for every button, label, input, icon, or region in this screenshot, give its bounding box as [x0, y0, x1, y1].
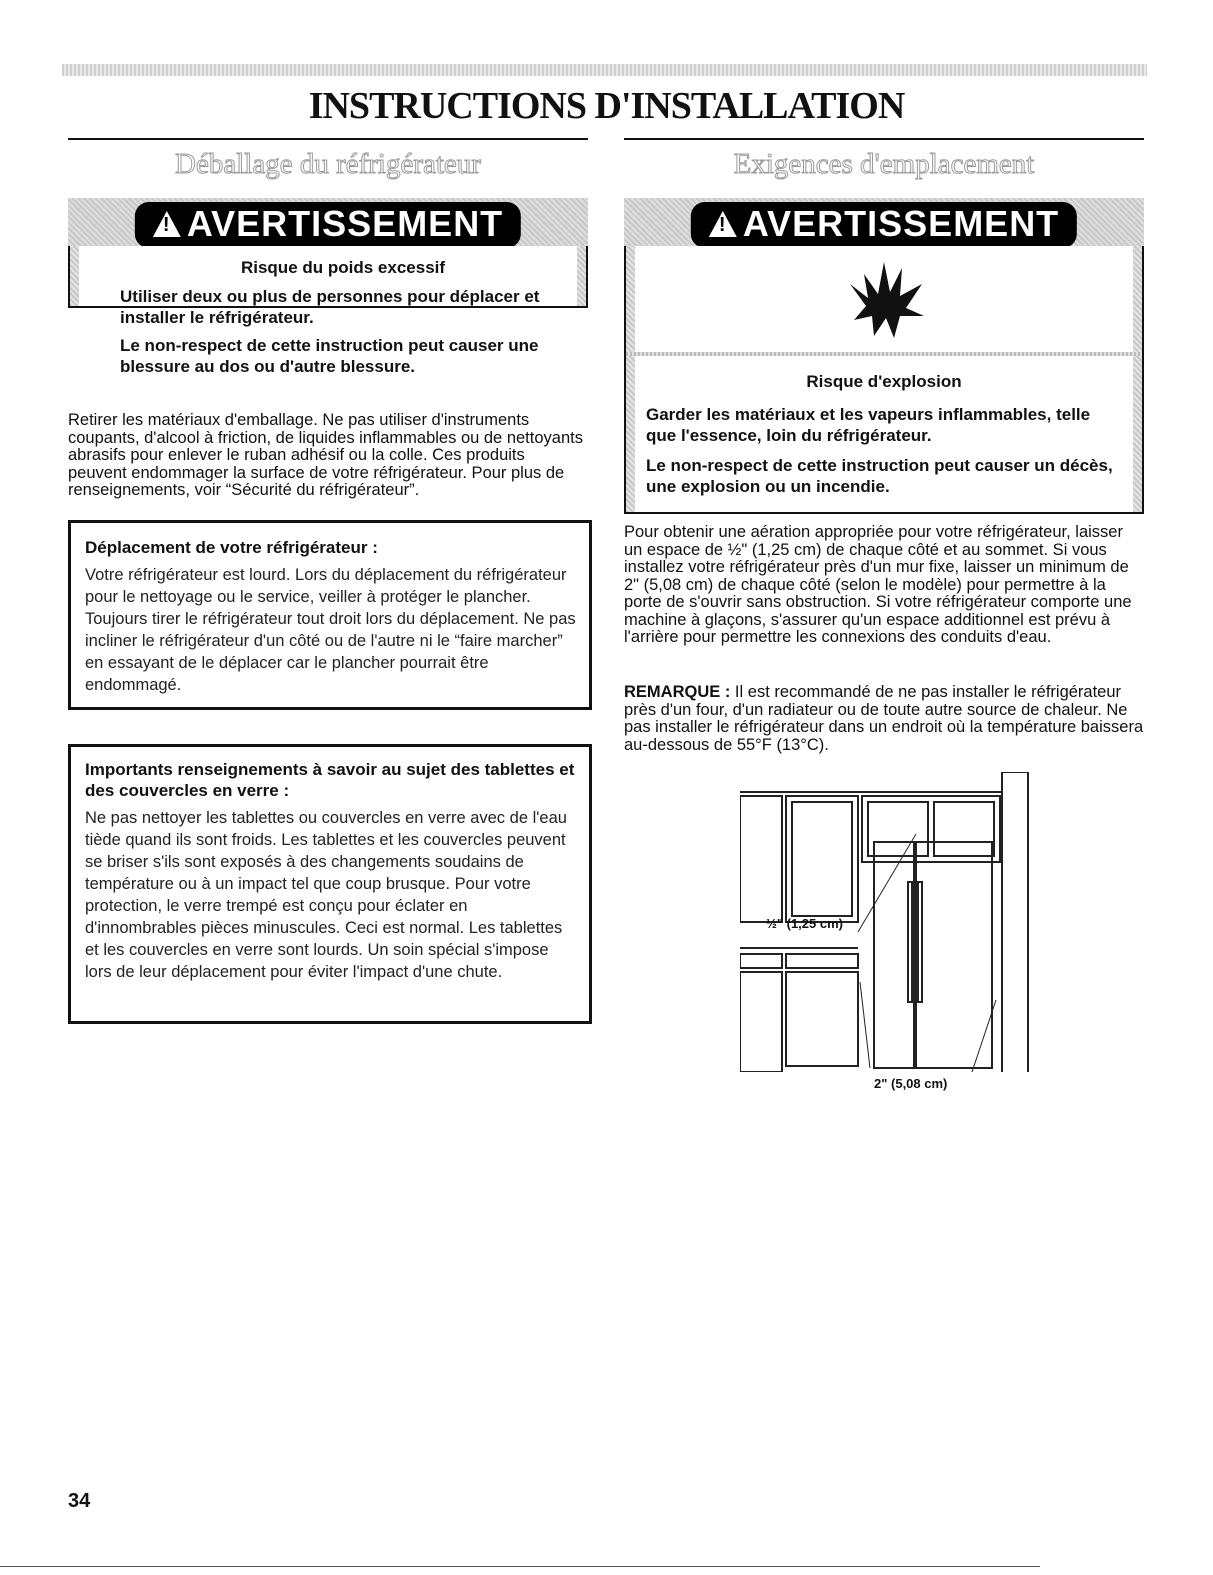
glass-box-title: Importants renseignements à savoir au sujet des tablettes et des couvercles en verre : — [85, 760, 575, 800]
page-title: INSTRUCTIONS D'INSTALLATION — [308, 85, 905, 127]
remark-text: Il est recommandé de ne pas installer le réfrigérateur près d'un four, d'un radiateur ou de toute autre source de chaleur. Ne pas installer le réfrigérateur dans un endroit où la température baissera au-dessous de 55°F (13°C). — [624, 683, 1144, 754]
header-texture-band — [62, 64, 1147, 76]
glass-box-text: Ne pas nettoyer les tablettes ou couvercles en verre avec de l'eau tiède quand ils sont froids. Les tablettes et les couvercles peuvent se briser s'ils sont exposés à des changements soudains de température ou à un impact tel que coup brusque. Pour votre protection, le verre trempé est conçu pour éclater en d'innombrables pièces minuscules. Ceci est normal. Les tablettes et les couvercles en verre sont lourds. Un soin spécial s'impose lors de leur déplacement pour éviter l'impact d'une chute. — [85, 809, 567, 981]
remark-label: REMARQUE : — [624, 683, 731, 701]
page-number: 34 — [68, 1490, 91, 1512]
half-inch-label: ½" (1,25 cm) — [766, 916, 843, 931]
remark-paragraph — [624, 684, 1144, 754]
right-ventilation-paragraph: Pour obtenir une aération appropriée pour votre réfrigérateur, laisser un espace de ½" (1,25 cm) de chaque côté et au sommet. Si vous installez votre réfrigérateur près d'un mur fixe, laisser un minimum de 2" (5,08 cm) de chaque côté (selon le modèle) pour permettre à la porte de s'ouvrir sans obstruction. Si votre réfrigérateur comporte une machine à glaçons, s'assurer qu'un espace additionnel est prévu à l'arrière pour permettre les connexions des conduits d'eau. — [624, 523, 1132, 646]
left-column-rule — [68, 138, 588, 140]
right-warning-box — [624, 246, 1144, 514]
right-warning-label: AVERTISSEMENT — [742, 203, 1060, 244]
warning-side-texture — [1133, 246, 1142, 512]
right-warning-line2: Le non-respect de cette instruction peut causer un décès, une explosion ou un incendie. — [646, 456, 1113, 496]
warning-triangle-icon — [709, 211, 737, 237]
glass-info-box — [68, 744, 592, 1024]
right-section-heading: Exigences d'emplacement — [733, 148, 1035, 180]
right-warning-banner — [624, 198, 1144, 246]
left-warning-pill — [135, 202, 521, 248]
moving-box-text: Votre réfrigérateur est lourd. Lors du déplacement du réfrigérateur pour le nettoyage ou le service, veiller à protéger le plancher. Toujours tirer le réfrigérateur tout droit lors du déplacement. Ne pas incliner le réfrigérateur d'un côté ou de l'autre ni le “faire marcher” en essayant de le déplacer car le plancher pourrait être endommagé. — [85, 566, 576, 694]
moving-box-title: Déplacement de votre réfrigérateur : — [85, 538, 378, 557]
left-warning-label: AVERTISSEMENT — [186, 203, 504, 244]
left-warning-banner — [68, 198, 588, 246]
moving-info-box — [68, 520, 592, 710]
explosion-icon — [840, 254, 930, 344]
left-warning-box — [68, 246, 588, 376]
left-warning-line2: Le non-respect de cette instruction peut causer une blessure au dos ou d'autre blessure. — [120, 336, 539, 376]
right-column-rule — [624, 138, 1144, 140]
warning-divider — [626, 352, 1142, 356]
left-warning-line1: Utiliser deux ou plus de personnes pour déplacer et installer le réfrigérateur. — [120, 287, 540, 327]
two-inch-label: 2" (5,08 cm) — [874, 1076, 948, 1091]
right-warning-pill — [691, 202, 1077, 248]
left-warning-title: Risque du poids excessif — [240, 258, 446, 277]
bottom-rule — [0, 1566, 1040, 1567]
right-warning-line1: Garder les matériaux et les vapeurs inflammables, telle que l'essence, loin du réfrigérateur. — [646, 405, 1091, 445]
right-warning-title: Risque d'explosion — [806, 372, 962, 391]
warning-side-texture — [626, 246, 635, 512]
left-section-heading: Déballage du réfrigérateur — [175, 148, 481, 180]
warning-triangle-icon — [153, 211, 181, 237]
left-intro-paragraph: Retirer les matériaux d'emballage. Ne pas utiliser d'instruments coupants, d'alcool à friction, de liquides inflammables ou de nettoyants abrasifs pour enlever le ruban adhésif ou la colle. Ces produits peuvent endommager la surface de votre réfrigérateur. Pour plus de renseignements, voir “Sécurité du réfrigérateur”. — [68, 411, 583, 499]
